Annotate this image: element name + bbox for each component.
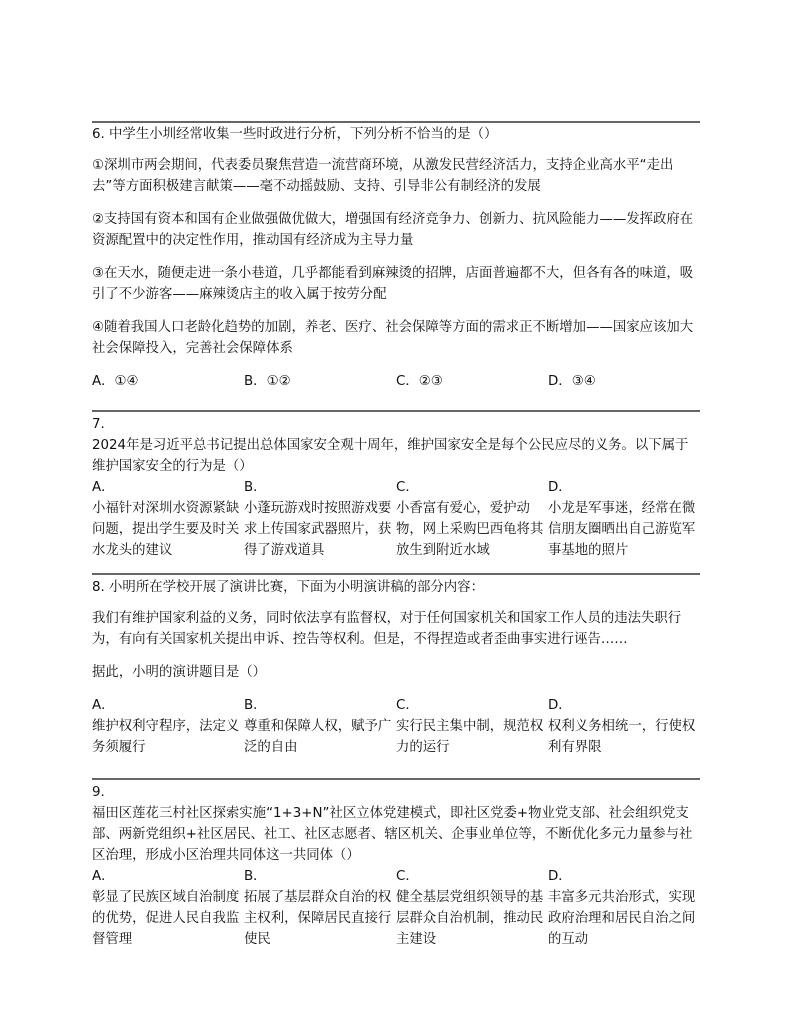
question-7-stem: 2024年是习近平总书记提出总体国家安全观十周年，维护国家安全是每个公民应尽的义务。以下属于维护国家安全的行为是（） bbox=[92, 438, 689, 474]
question-6-item-2: ②支持国有资本和国有企业做强做优做大，增强国有经济竞争力、创新力、抗风险能力——发挥政府在资源配置中的决定性作用，推动国有经济成为主导力量 bbox=[92, 212, 694, 248]
option-a[interactable]: A．①④ bbox=[92, 374, 139, 389]
option-b[interactable]: B．①② bbox=[244, 374, 291, 389]
question-9-stem: 福田区莲花三村社区探索实施“1+3+N”社区立体党建模式，即社区党委+物业党支部、社会组织党支部、两新党组织+社区居民、社工、社区志愿者、辖区机关、企事业单位等，不断优化多元力量参与社区治理，形成小区治理共同体这一共同体（） bbox=[92, 806, 693, 863]
question-9-options bbox=[92, 866, 700, 950]
option-c[interactable]: C．②③ bbox=[396, 374, 443, 389]
option-text: 权利义务相统一，行使权利有界限 bbox=[548, 719, 696, 755]
divider-q6 bbox=[92, 121, 700, 123]
option-d[interactable] bbox=[548, 695, 700, 758]
question-8-ask: 据此，小明的演讲题目是（） bbox=[92, 665, 267, 680]
option-letter: C． bbox=[396, 869, 419, 884]
divider-q8 bbox=[92, 573, 700, 575]
option-letter: C． bbox=[396, 698, 419, 713]
option-d[interactable] bbox=[548, 866, 700, 950]
question-9-number: 9. bbox=[92, 785, 105, 800]
option-text: 彰显了民族区域自治制度的优势，促进人民自我监督管理 bbox=[92, 890, 240, 947]
question-8-stem: 8. 小明所在学校开展了演讲比赛，下面为小明演讲稿的部分内容： bbox=[92, 580, 484, 595]
option-a[interactable] bbox=[92, 866, 244, 950]
option-text: 健全基层党组织领导的基层群众自治机制，推动民主建设 bbox=[396, 890, 544, 947]
question-6-item-1: ①深圳市两会期间，代表委员聚焦营造一流营商环境，从激发民营经济活力，支持企业高水平“走出去”等方面积极建言献策——毫不动摇鼓励、支持、引导非公有制经济的发展 bbox=[92, 158, 674, 194]
option-letter: C． bbox=[396, 480, 419, 495]
option-b[interactable] bbox=[244, 477, 396, 561]
divider-q7 bbox=[92, 410, 700, 412]
option-c[interactable] bbox=[396, 477, 548, 561]
option-text: 丰富多元共治形式，实现政府治理和居民自治之间的互动 bbox=[548, 890, 696, 947]
option-text: 小福针对深圳水资源紧缺问题，提出学生要及时关水龙头的建议 bbox=[92, 501, 240, 558]
question-6-stem: 6. 中学生小圳经常收集一些时政进行分析，下列分析不恰当的是（） bbox=[92, 127, 498, 142]
question-6-item-4: ④随着我国人口老龄化趋势的加剧，养老、医疗、社会保障等方面的需求正不断增加——国家应该加大社会保障投入，完善社会保障体系 bbox=[92, 320, 694, 356]
option-d[interactable]: D．③④ bbox=[548, 374, 596, 389]
option-letter: B． bbox=[244, 869, 267, 884]
option-b[interactable] bbox=[244, 866, 396, 950]
question-8 bbox=[92, 577, 700, 758]
option-c[interactable] bbox=[396, 695, 548, 758]
option-letter: D． bbox=[548, 480, 572, 495]
option-text: 小龙是军事迷，经常在微信朋友圈晒出自己游览军事基地的照片 bbox=[548, 501, 696, 558]
option-text: 维护权利守程序，法定义务须履行 bbox=[92, 719, 240, 755]
option-a[interactable] bbox=[92, 695, 244, 758]
option-text: 小蓬玩游戏时按照游戏要求上传国家武器照片，获得了游戏道具 bbox=[244, 501, 392, 558]
option-letter: A． bbox=[92, 869, 115, 884]
option-text: 小香富有爱心，爱护动物，网上采购巴西龟将其放生到附近水域 bbox=[396, 501, 544, 558]
option-text: 拓展了基层群众自治的权主权利，保障居民直接行使民 bbox=[244, 890, 392, 947]
question-6-item-3: ③在天水，随便走进一条小巷道，几乎都能看到麻辣烫的招牌，店面普遍都不大，但各有各的味道，吸引了不少游客——麻辣烫店主的收入属于按劳分配 bbox=[92, 266, 694, 302]
option-text: 尊重和保障人权，赋予广泛的自由 bbox=[244, 719, 392, 755]
question-7 bbox=[92, 414, 700, 561]
question-7-number: 7. bbox=[92, 417, 105, 432]
question-8-options bbox=[92, 695, 700, 758]
option-letter: B． bbox=[244, 480, 267, 495]
option-a[interactable] bbox=[92, 477, 244, 561]
option-letter: D． bbox=[548, 869, 572, 884]
option-c[interactable] bbox=[396, 866, 548, 950]
option-b[interactable] bbox=[244, 695, 396, 758]
option-text: 实行民主集中制，规范权力的运行 bbox=[396, 719, 544, 755]
question-7-options bbox=[92, 477, 700, 561]
question-6-options bbox=[92, 371, 700, 392]
question-9 bbox=[92, 782, 700, 950]
divider-q9 bbox=[92, 778, 700, 780]
option-d[interactable] bbox=[548, 477, 700, 561]
option-letter: A． bbox=[92, 480, 115, 495]
option-letter: D． bbox=[548, 698, 572, 713]
question-6 bbox=[92, 124, 700, 392]
question-8-quote: 我们有维护国家利益的义务，同时依法享有监督权，对于任何国家机关和国家工作人员的违法失职行为，有向有关国家机关提出申诉、控告等权利。但是，不得捏造或者歪曲事实进行诬告…… bbox=[92, 611, 682, 647]
option-letter: B． bbox=[244, 698, 267, 713]
option-letter: A． bbox=[92, 698, 115, 713]
